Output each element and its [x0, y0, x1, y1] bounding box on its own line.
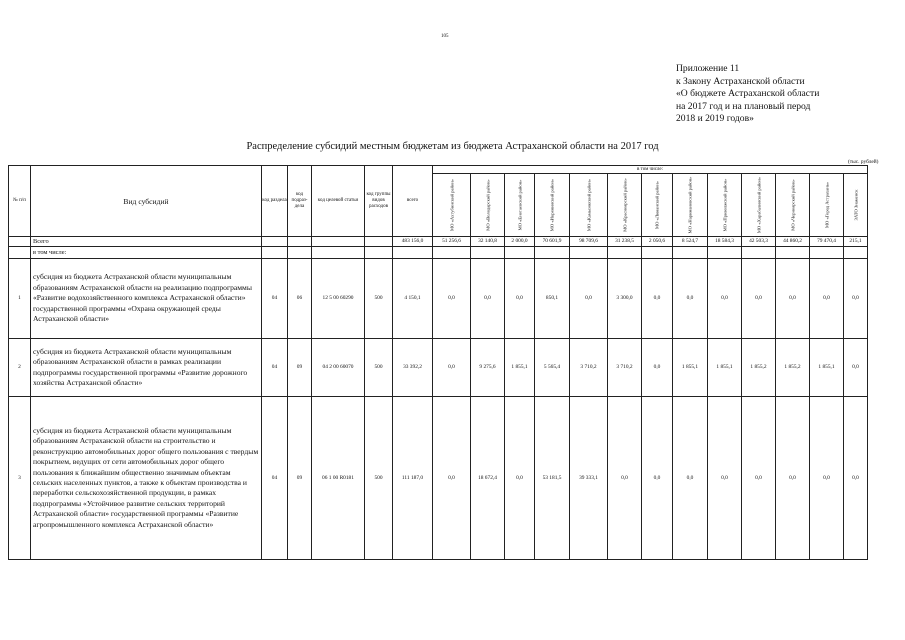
row-cs: 12 5 00 60290: [312, 259, 365, 339]
district-header: МО «Енотаевский район»: [517, 179, 522, 231]
district-header: ЗАТО Знаменск: [853, 189, 858, 221]
row-number: 3: [9, 397, 31, 560]
appendix-header: [676, 63, 866, 126]
row-podrazdel: 09: [288, 339, 312, 397]
district-header: МО «Приволжский район»: [722, 178, 727, 232]
units-label: (тыс. рублей): [848, 159, 879, 165]
row-value: 0,0: [844, 397, 868, 560]
district-header: МО «Володарский район»: [485, 179, 490, 231]
total-cell: 18 584,3: [708, 237, 742, 247]
header-podrazdel: код подраз- дела: [288, 166, 312, 237]
row-value: 3 710,2: [570, 339, 608, 397]
table-row: [9, 339, 868, 397]
row-value: 1 855,1: [505, 339, 535, 397]
row-value: 0,0: [673, 259, 708, 339]
row-total: 4 150,1: [393, 259, 433, 339]
row-number: 2: [9, 339, 31, 397]
district-header: МО «Лиманский район»: [654, 181, 660, 229]
in-that-row: [9, 247, 868, 259]
row-value: 0,0: [708, 397, 742, 560]
row-value: 1 855,2: [776, 339, 810, 397]
appendix-line: к Закону Астраханской области: [676, 75, 805, 87]
total-cell: 70 601,9: [535, 237, 570, 247]
district-header: МО «Камызякский район»: [586, 178, 591, 232]
row-value: 1 855,1: [673, 339, 708, 397]
row-podrazdel: 09: [288, 397, 312, 560]
row-razdel: 04: [262, 397, 288, 560]
row-value: 0,0: [810, 259, 844, 339]
row-value: 0,0: [505, 259, 535, 339]
district-header: МО «Наримановский район»: [687, 176, 693, 234]
total-cell: 2 000,0: [505, 237, 535, 247]
row-value: 0,0: [776, 259, 810, 339]
row-description: субсидия из бюджета Астраханской области муниципальным образованиям Астраханской области на строительство и реконструкцию автомобильных дорог общего пользования с твердым покрытием, ведущих от сети автомобильных дорог общего пользования к ближайшим общественно значимым объектам сельских населенных пунктов, а также к объектам производства и переработки сельскохозяйственной продукции, в рамках подпрограммы «Устойчивое развитие сельских территорий Астраханской области» государственной программы «Развитие агропромышленного комплекса Астраханской области»: [31, 397, 262, 560]
total-cell: 44 860,2: [776, 237, 810, 247]
row-value: 850,1: [535, 259, 570, 339]
header-vr: код группы видов расходов: [365, 166, 393, 237]
row-value: 0,0: [642, 259, 673, 339]
total-cell: 215,1: [844, 237, 868, 247]
row-value: 39 333,1: [570, 397, 608, 560]
row-value: 1 855,1: [810, 339, 844, 397]
header-in-that: в том числе:: [433, 166, 868, 174]
total-cell: 98 709,6: [570, 237, 608, 247]
total-cell: 483 156,0: [393, 237, 433, 247]
row-value: 0,0: [776, 397, 810, 560]
row-value: 0,0: [433, 397, 471, 560]
row-vr: 500: [365, 397, 393, 560]
total-cell: 2 050,6: [642, 237, 673, 247]
header-num: № п/п: [9, 166, 31, 237]
total-cell: 32 140,8: [471, 237, 505, 247]
row-value: 0,0: [570, 259, 608, 339]
row-value: 18 672,4: [471, 397, 505, 560]
row-value: 0,0: [505, 397, 535, 560]
row-value: 0,0: [433, 259, 471, 339]
table-row: [9, 259, 868, 339]
district-header: МО «Харабалинский район»: [756, 176, 761, 234]
district-header: МО «Ахтубинский район»: [449, 179, 454, 231]
appendix-line: на 2017 год и на плановый перод: [676, 100, 811, 112]
header-razdel: код раздела: [262, 166, 288, 237]
row-value: 0,0: [708, 259, 742, 339]
row-cs: 04 2 00 60070: [312, 339, 365, 397]
in-that-label: в том числе:: [31, 247, 262, 259]
district-header: МО «Красноярский район»: [622, 178, 627, 232]
row-description: субсидия из бюджета Астраханской области муниципальным образованиям Астраханской области в рамках реализации подпрограммы государственной программы «Развитие дорожного хозяйства Астраханской области»: [31, 339, 262, 397]
row-value: 0,0: [742, 259, 776, 339]
row-value: 0,0: [642, 339, 673, 397]
header-total: всего: [393, 166, 433, 237]
row-value: 5 565,4: [535, 339, 570, 397]
header-type: Вид субсидий: [31, 166, 262, 237]
row-value: 0,0: [433, 339, 471, 397]
total-cell: 51 256,6: [433, 237, 471, 247]
page-number: 105: [441, 34, 449, 39]
row-value: 0,0: [742, 397, 776, 560]
appendix-line: «О бюджете Астраханской области: [676, 88, 820, 100]
appendix-line: Приложение 11: [676, 63, 740, 74]
row-value: 0,0: [844, 259, 868, 339]
subsidy-table: [8, 165, 868, 560]
row-value: 3 300,0: [608, 259, 642, 339]
row-total: 111 187,0: [393, 397, 433, 560]
row-value: 0,0: [810, 397, 844, 560]
row-vr: 500: [365, 339, 393, 397]
header-cs: код целевой статьи: [312, 166, 365, 237]
total-cell: 79 470,4: [810, 237, 844, 247]
row-value: 0,0: [673, 397, 708, 560]
total-row: [9, 237, 868, 247]
total-cell: 8 524,7: [673, 237, 708, 247]
row-vr: 500: [365, 259, 393, 339]
row-value: 3 710,2: [608, 339, 642, 397]
district-header: МО «Черноярский район»: [790, 179, 795, 231]
row-value: 0,0: [608, 397, 642, 560]
row-value: 1 855,1: [708, 339, 742, 397]
row-razdel: 04: [262, 339, 288, 397]
row-total: 33 392,2: [393, 339, 433, 397]
table-row: [9, 397, 868, 560]
row-value: 53 181,5: [535, 397, 570, 560]
district-header: МО «Город Астрахань»: [824, 181, 829, 229]
row-value: 0,0: [642, 397, 673, 560]
row-value: 0,0: [471, 259, 505, 339]
row-description: субсидия из бюджета Астраханской области муниципальным образованиям Астраханской области на реализацию подпрограммы «Развитие водохозяйственного комплекса Астраханской области» государственной программы «Охрана окружающей среды Астраханской области»: [31, 259, 262, 339]
row-number: 1: [9, 259, 31, 339]
district-header: МО «Икрянинский район»: [549, 178, 555, 232]
document-title: Распределение субсидий местным бюджетам из бюджета Астраханской области на 2017 год: [246, 141, 659, 152]
row-podrazdel: 06: [288, 259, 312, 339]
appendix-line: 2018 и 2019 годов»: [676, 113, 754, 125]
total-cell: 31 238,5: [608, 237, 642, 247]
row-razdel: 04: [262, 259, 288, 339]
total-label: Всего: [31, 237, 262, 247]
row-value: 1 855,2: [742, 339, 776, 397]
total-cell: 42 503,3: [742, 237, 776, 247]
row-value: 0,0: [844, 339, 868, 397]
row-cs: 06 1 00 R0181: [312, 397, 365, 560]
row-value: 9 275,6: [471, 339, 505, 397]
